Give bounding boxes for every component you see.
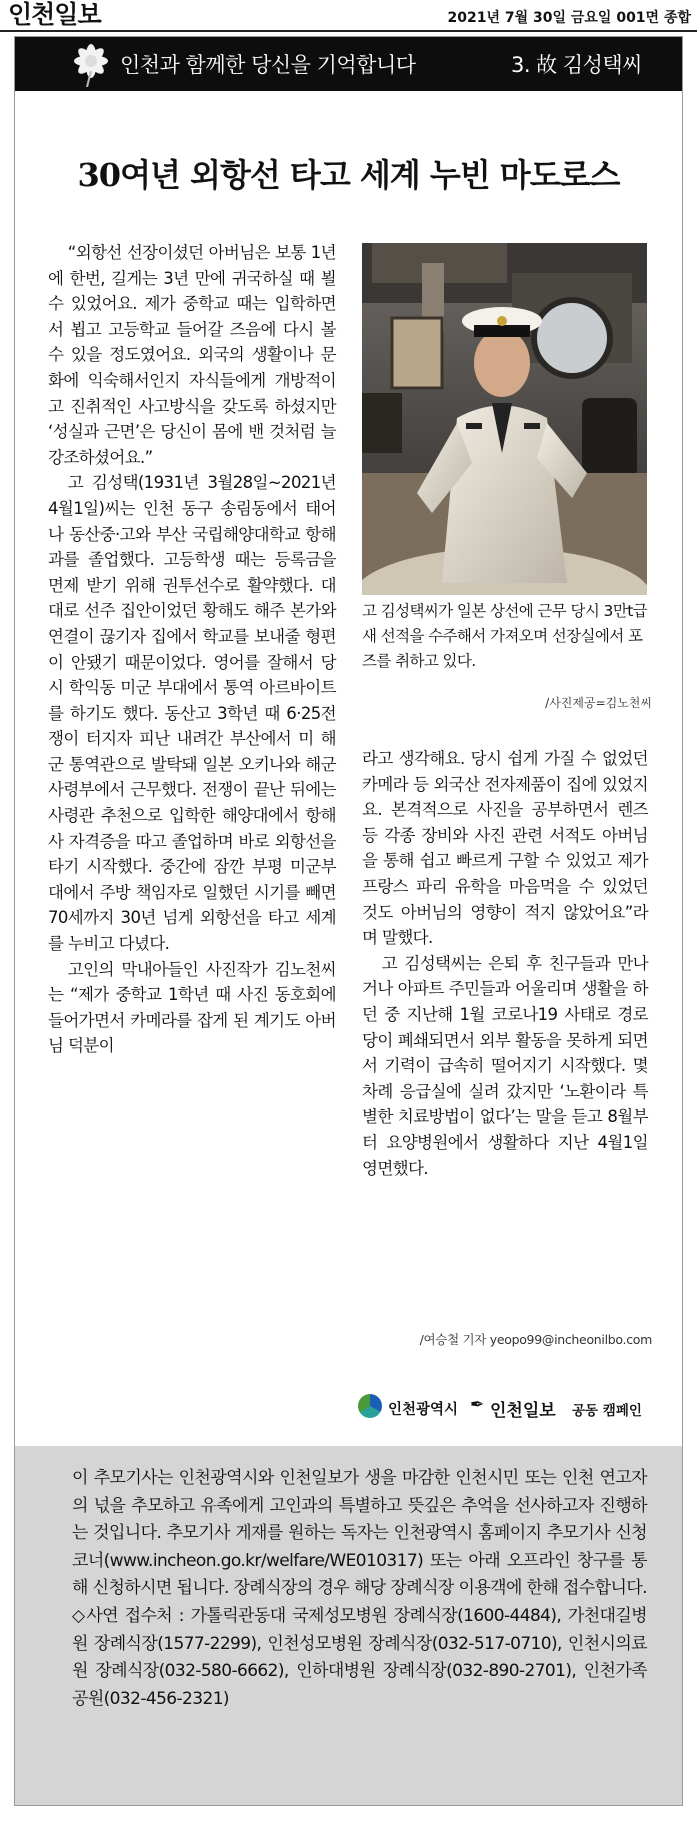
notice-offices: ◇사연 접수처 : 가톨릭관동대 국제성모병원 장례식장(1600-4484), 가천대길병원 장례식장(1577-2299), 인천성모병원 장례식장(032-517-0710), 인천시의료원 장례식장(032-580-6662), 인하대병원 장례식장(032-890-2701), 인천가족공원(032-456-2321) <box>72 1605 647 1709</box>
captain-photo <box>362 243 647 595</box>
article-paragraph: 고 김성택씨는 은퇴 후 친구들과 만나거나 아파트 주민들과 어울리며 생활을 하던 중 지난해 1월 코로나19 사태로 경로당이 폐쇄되면서 외부 활동을 못하게 되면서 기력이 급속히 떨어지기 시작했다. 몇 차례 응급실에 실려 갔지만 ‘노환이라 특별한 치료방법이 없다’는 말을 듣고 8월부터 요양병원에서 생활하다 지난 4월1일 영면했다. <box>362 953 648 1178</box>
newspaper-name: 인천일보 <box>490 1401 556 1421</box>
city-name: 인천광역시 <box>388 1402 459 1418</box>
notice-intro: 이 추모기사는 인천광역시와 인천일보가 생을 마감한 인천시민 또는 인천 연고자의 넋을 추모하고 유족에게 고인과의 특별하고 뜻깊은 추억을 선사하고자 진행하는 것입니다. 추모기사 게재를 원하는 독자는 인천광역시 홈페이지 추모기사 신청 코너(www.incheon.go.kr/welfare/WE010317) 또는 아래 오프라인 창구를 통해 신청하시면 됩니다. 장례식장의 경우 해당 장례식장 이용객에 한해 접수합니다. <box>72 1468 647 1599</box>
article-paragraph: “외항선 선장이셨던 아버님은 보통 1년에 한번, 길게는 3년 만에 귀국하실 때 뵐 수 있었어요. 제가 중학교 때는 입학하면서 뵙고 고등학교 들어갈 즈음에 다시 볼 수 있을 정도였어요. 외국의 생활이나 문화에 익숙해서인지 자식들에게 개방적이고 진취적인 사고방식을 갖도록 하셨지만 ‘성실과 근면’은 당신이 몸에 밴 것처럼 늘 강조하셨어요.” <box>48 243 336 467</box>
dateline: 2021년 7월 30일 금요일 001면 종합 <box>447 10 691 26</box>
article-column-2 <box>362 746 648 1181</box>
masthead-rule <box>0 30 697 32</box>
series-banner <box>15 37 682 91</box>
photo-caption: 고 김성택씨가 일본 상선에 근무 당시 3만t급 새 선적을 수주해서 가져오며 선장실에서 포즈를 취하고 있다. <box>362 602 648 670</box>
newspaper-mark-icon: ✒ <box>470 1395 485 1415</box>
article-headline: 30여년 외항선 타고 세계 누빈 마도로스 <box>77 156 620 194</box>
incheon-city-seal-icon <box>358 1394 382 1418</box>
campaign-logos <box>358 1390 658 1430</box>
reporter-byline: /여승철 기자 yeopo99@incheonilbo.com <box>419 1332 652 1347</box>
newspaper-logo: 인천일보 <box>8 0 101 29</box>
campaign-label: 공동 캠페인 <box>572 1403 642 1419</box>
masthead <box>0 0 697 30</box>
banner-series-label: 3. 故 김성택씨 <box>510 53 642 77</box>
photo-credit: /사진제공=김노천씨 <box>545 696 652 710</box>
article-paragraph: 고 김성택(1931년 3월28일~2021년 4월1일)씨는 인천 동구 송림동에서 태어나 동산중·고와 부산 국립해양대학교 항해과를 졸업했다. 고등학생 때는 등록금을 면제 받기 위해 권투선수로 활약했다. 대대로 선주 집안이었던 황해도 해주 본가와 연결이 끊기자 집에서 학교를 보내줄 형편이 안됐기 때문이었다. 영어를 잘해서 당시 학익동 미군 부대에서 통역 아르바이트를 하기도 했다. 동산고 3학년 때 6·25전쟁이 터지자 피난 내려간 부산에서 미 해군 통역관으로 발탁돼 일본 오키나와 해군 사령부에서 근무했다. 전쟁이 끝난 뒤에는 사령관 추천으로 입학한 해양대에서 항해사 자격증을 따고 졸업하며 바로 외항선을 타기 시작했다. 중간에 잠깐 부평 미군부대에서 주방 책임자로 일했던 시기를 빼면 70세까지 30년 넘게 외항선을 타고 세계를 누비고 다녔다. <box>48 473 336 954</box>
banner-title: 인천과 함께한 당신을 기억합니다 <box>120 53 416 77</box>
article-paragraph: 라고 생각해요. 당시 쉽게 가질 수 없었던 카메라 등 외국산 전자제품이 집에 있었지요. 본격적으로 사진을 공부하면서 렌즈 등 각종 장비와 사진 관련 서적도 아버님을 통해 쉽고 빠르게 구할 수 있었고 제가 프랑스 파리 유학을 마음먹을 수 있었던 것도 아버님의 영향이 적지 않았어요”라며 말했다. <box>362 749 648 948</box>
article-column-1 <box>48 240 336 1059</box>
chrysanthemum-icon <box>67 41 115 87</box>
captain-photo-illustration <box>362 243 647 595</box>
notice-text <box>72 1465 647 1713</box>
article-paragraph: 고인의 막내아들인 사진작가 김노천씨는 “제가 중학교 1학년 때 사진 동호회에 들어가면서 카메라를 잡게 된 계기도 아버님 덕분이 <box>48 959 336 1056</box>
